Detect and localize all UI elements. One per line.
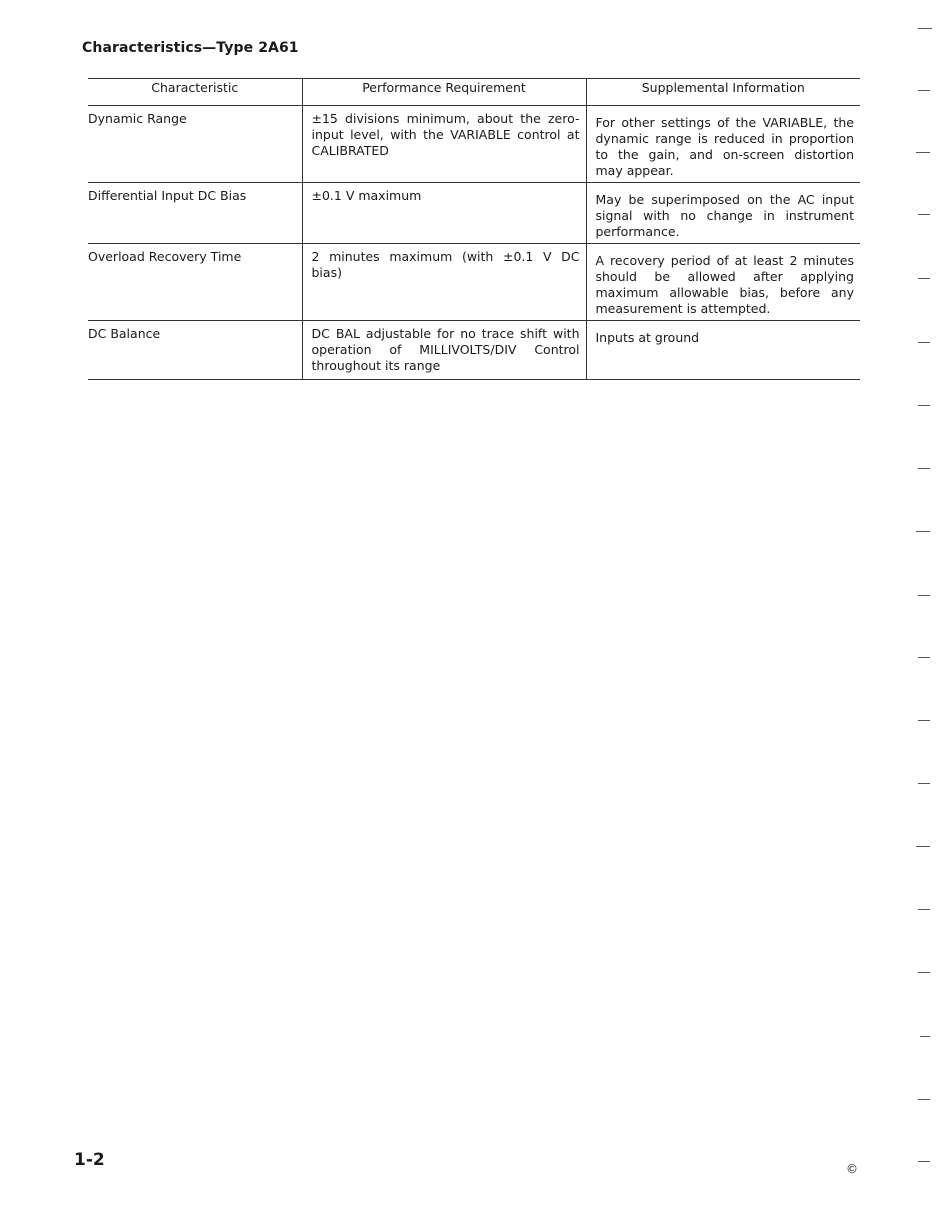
page-number: 1-2 bbox=[74, 1150, 105, 1170]
table-header-row bbox=[88, 79, 860, 106]
margin-tick-mark bbox=[918, 657, 930, 658]
margin-tick-mark bbox=[918, 1099, 930, 1100]
column-header-supplemental-information: Supplemental Information bbox=[586, 79, 860, 106]
characteristics-table bbox=[88, 78, 860, 380]
margin-tick-mark bbox=[918, 783, 930, 784]
characteristic-cell: Dynamic Range bbox=[88, 106, 302, 183]
margin-tick-mark bbox=[920, 1036, 930, 1037]
margin-tick-mark bbox=[916, 846, 930, 847]
characteristic-cell: Overload Recovery Time bbox=[88, 244, 302, 321]
requirement-cell: 2 minutes maximum (with ±0.1 V DC bias) bbox=[302, 244, 586, 321]
table-row bbox=[88, 183, 860, 244]
supplemental-cell: May be superimposed on the AC input signal with no change in instrument performance. bbox=[586, 183, 860, 244]
margin-tick-mark bbox=[918, 405, 930, 406]
column-header-performance-requirement: Performance Requirement bbox=[302, 79, 586, 106]
margin-tick-mark bbox=[918, 972, 930, 973]
supplemental-cell: Inputs at ground bbox=[586, 321, 860, 380]
margin-tick-mark bbox=[916, 531, 930, 532]
margin-tick-mark bbox=[918, 720, 930, 721]
margin-tick-mark bbox=[918, 28, 932, 29]
requirement-cell: ±15 divisions minimum, about the zero-input level, with the VARIABLE control at CALIBRATED bbox=[302, 106, 586, 183]
requirement-cell: DC BAL adjustable for no trace shift with operation of MILLIVOLTS/DIV Control throughout its range bbox=[302, 321, 586, 380]
margin-tick-mark bbox=[918, 90, 930, 91]
supplemental-cell: For other settings of the VARIABLE, the dynamic range is reduced in proportion to the gain, and on-screen distortion may appear. bbox=[586, 106, 860, 183]
supplemental-cell: A recovery period of at least 2 minutes should be allowed after applying maximum allowable bias, before any measurement is attempted. bbox=[586, 244, 860, 321]
margin-tick-mark bbox=[918, 342, 930, 343]
copyright-mark: © bbox=[846, 1162, 858, 1176]
margin-tick-mark bbox=[916, 152, 930, 153]
characteristic-cell: DC Balance bbox=[88, 321, 302, 380]
column-header-characteristic: Characteristic bbox=[88, 79, 302, 106]
table-row bbox=[88, 106, 860, 183]
characteristic-cell: Differential Input DC Bias bbox=[88, 183, 302, 244]
margin-tick-mark bbox=[918, 1161, 930, 1162]
requirement-cell: ±0.1 V maximum bbox=[302, 183, 586, 244]
margin-tick-mark bbox=[918, 278, 930, 279]
table-row bbox=[88, 321, 860, 380]
margin-tick-mark bbox=[918, 468, 930, 469]
page-header-title: Characteristics—Type 2A61 bbox=[82, 40, 299, 56]
margin-tick-mark bbox=[918, 595, 930, 596]
table-row bbox=[88, 244, 860, 321]
margin-tick-mark bbox=[918, 909, 930, 910]
margin-tick-mark bbox=[918, 214, 930, 215]
